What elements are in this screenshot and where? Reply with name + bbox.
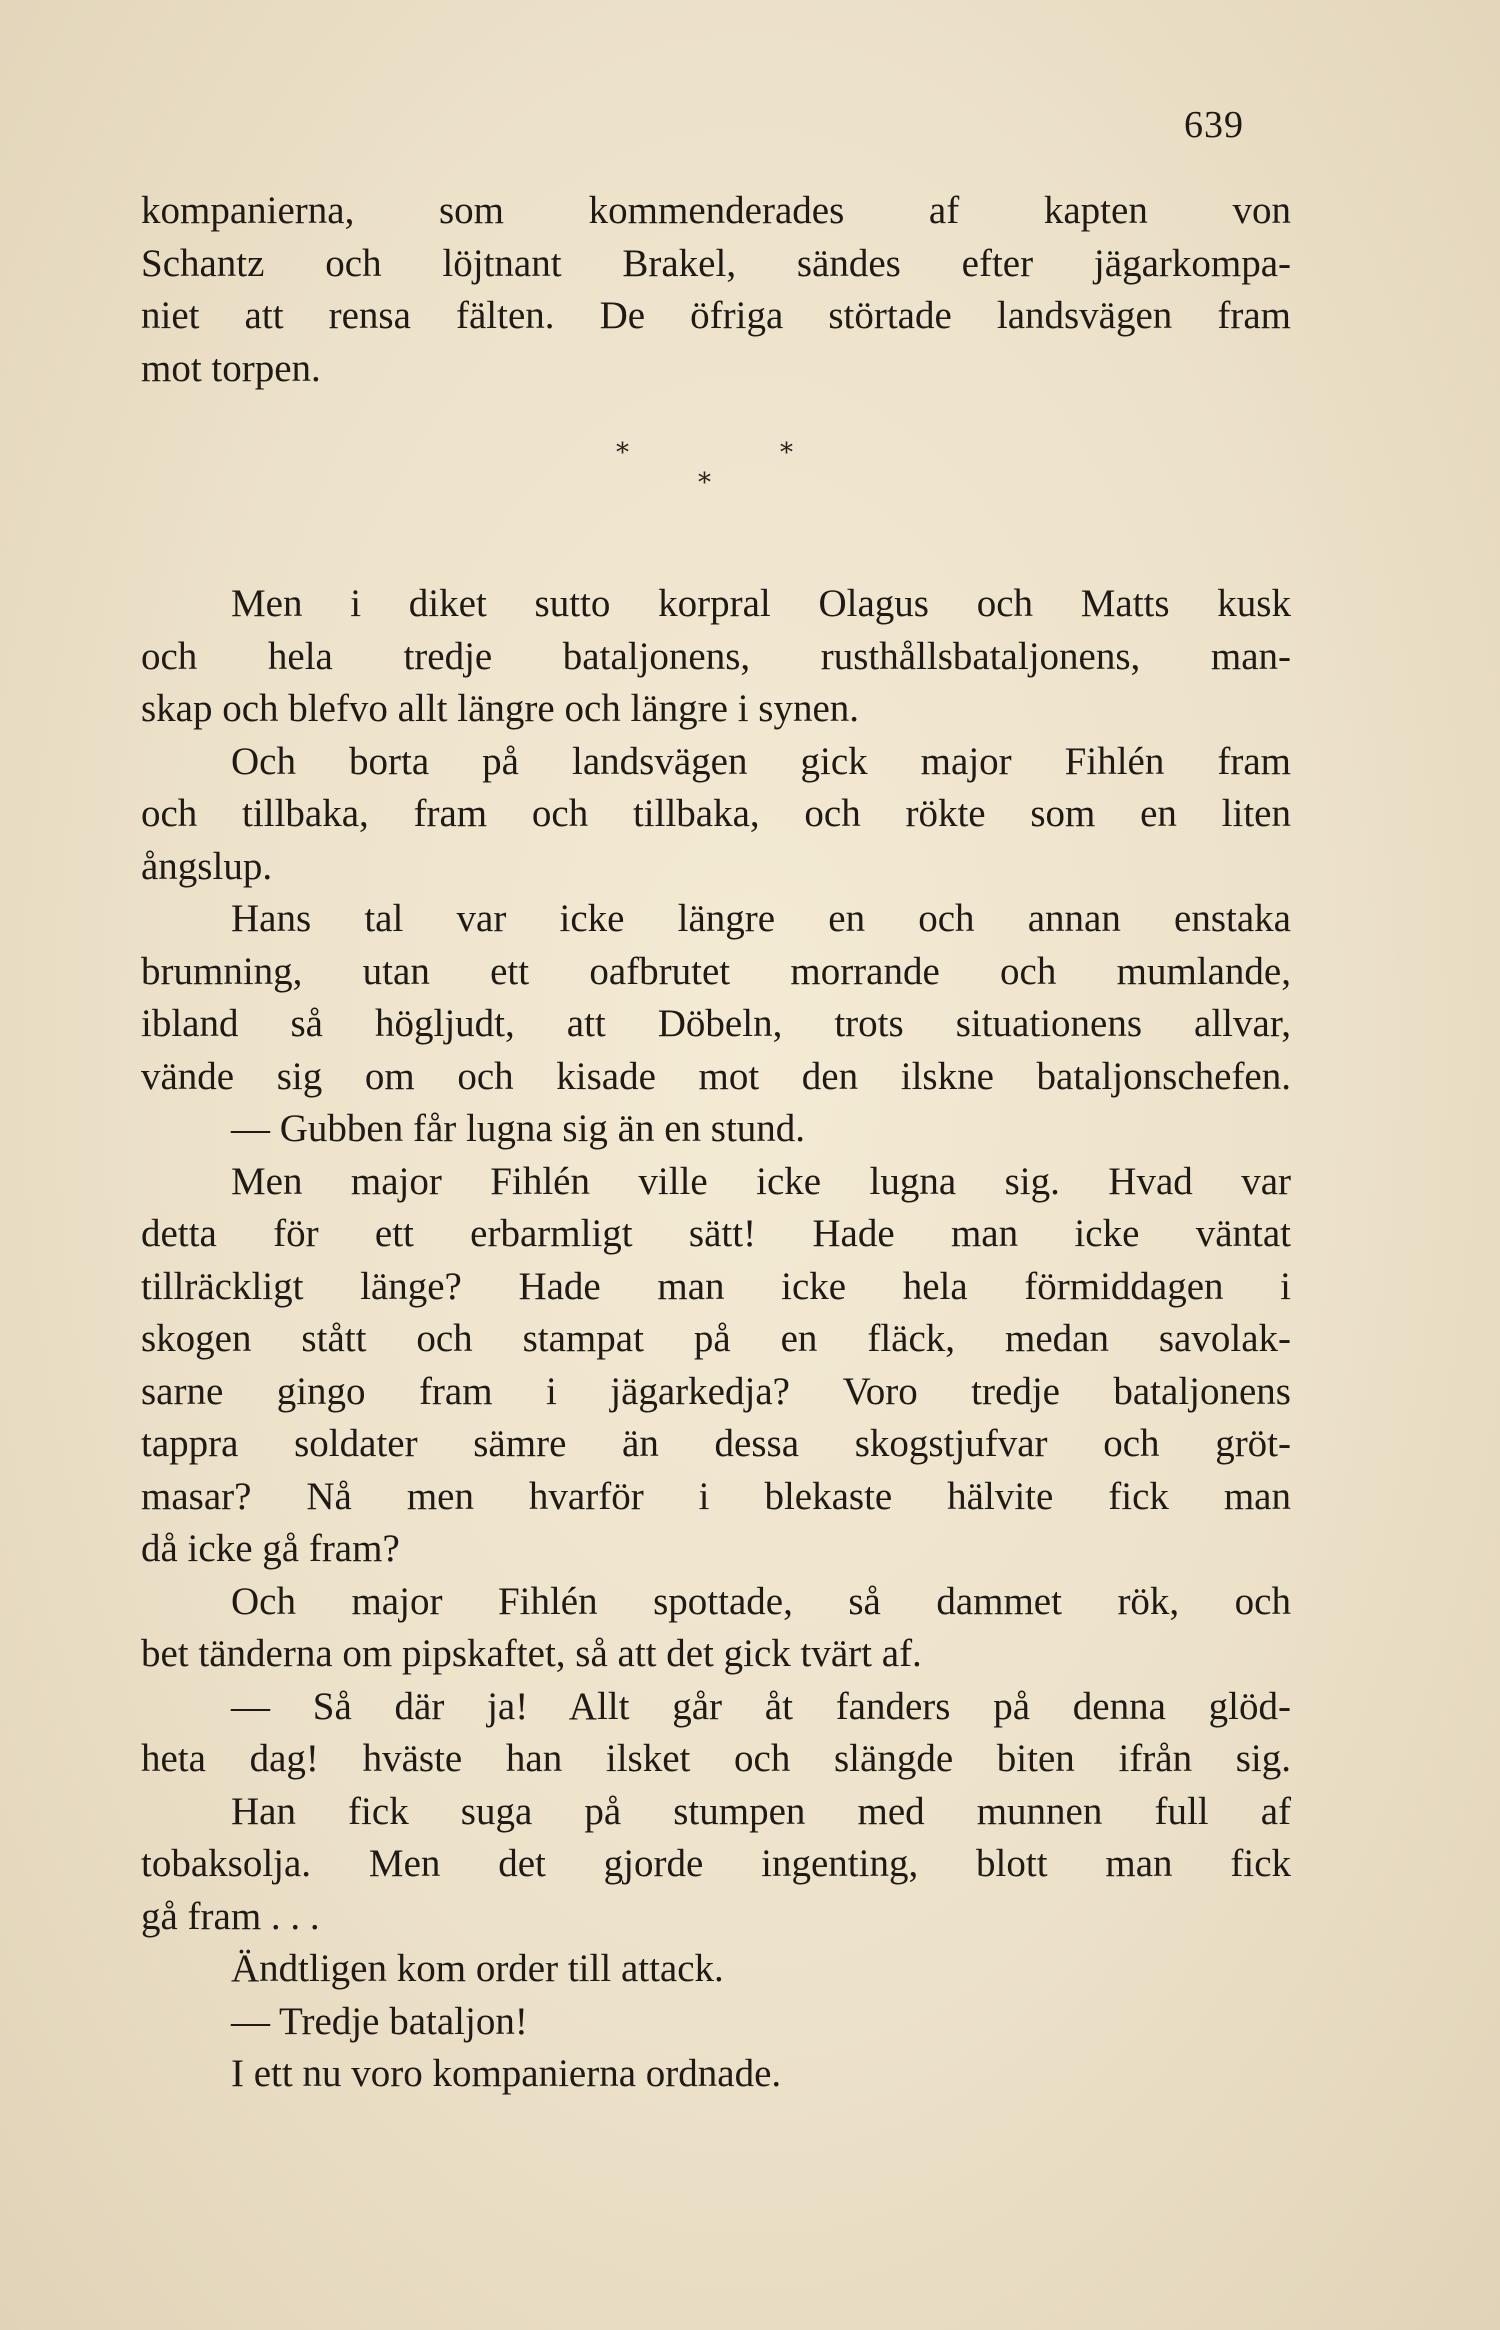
text-line: tobaksolja. Men det gjorde ingenting, blott man fick xyxy=(141,1842,1291,1885)
separator-asterisk: * xyxy=(780,438,793,468)
separator-asterisk: * xyxy=(698,468,711,498)
text-line: mot torpen. xyxy=(141,346,321,390)
separator-asterisk: * xyxy=(616,438,629,468)
text-line: Men i diket sutto korpral Olagus och Matts kusk xyxy=(231,582,1291,625)
text-line: ibland så högljudt, att Döbeln, trots situationens allvar, xyxy=(141,1002,1291,1045)
text-line: brumning, utan ett oafbrutet morrande och mumlande, xyxy=(141,949,1291,993)
text-line: Hans tal var icke längre en och annan enstaka xyxy=(231,897,1291,940)
text-line: tillräckligt länge? Hade man icke hela förmiddagen i xyxy=(141,1264,1291,1308)
text-line: Och major Fihlén spottade, så dammet rök, och xyxy=(231,1579,1291,1623)
text-line: kompanierna, som kommenderades af kapten von xyxy=(141,189,1291,232)
text-line: — Tredje bataljon! xyxy=(231,1999,528,2043)
text-line: skap och blefvo allt längre och längre i synen. xyxy=(141,687,860,730)
text-line: Han fick suga på stumpen med munnen full af xyxy=(231,1789,1291,1833)
text-line: Schantz och löjtnant Brakel, sändes efter jägarkompa- xyxy=(141,241,1291,285)
page-number: 639 xyxy=(1184,104,1244,146)
text-line: detta för ett erbarmligt sätt! Hade man icke väntat xyxy=(141,1212,1291,1255)
text-line: Men major Fihlén ville icke lugna sig. Hvad var xyxy=(231,1159,1291,1203)
text-line: — Så där ja! Allt går åt fanders på denna glöd- xyxy=(231,1684,1291,1728)
text-line: bet tänderna om pipskaftet, så att det gick tvärt af. xyxy=(141,1632,922,1675)
text-block-top xyxy=(141,185,1291,395)
text-line: masar? Nå men hvarför i blekaste hälvite fick man xyxy=(141,1474,1291,1518)
text-line: och tillbaka, fram och tillbaka, och rökte som en liten xyxy=(141,792,1291,835)
text-line: tappra soldater sämre än dessa skogstjufvar och gröt- xyxy=(141,1422,1291,1465)
text-line: ångslup. xyxy=(141,844,273,888)
text-line: och hela tredje bataljonens, rusthållsbataljonens, man- xyxy=(141,634,1291,678)
text-line: I ett nu voro kompanierna ordnade. xyxy=(231,2052,782,2095)
text-line: Och borta på landsvägen gick major Fihlén fram xyxy=(231,739,1291,783)
text-line: — Gubben får lugna sig än en stund. xyxy=(231,1107,806,1150)
text-line: niet att rensa fälten. De öfriga störtade landsvägen fram xyxy=(141,294,1291,337)
section-separator xyxy=(570,438,820,518)
text-line: sarne gingo fram i jägarkedja? Voro tredje bataljonens xyxy=(141,1369,1291,1413)
text-line: gå fram . . . xyxy=(141,1894,320,1938)
text-line: vände sig om och kisade mot den ilskne bataljonschefen. xyxy=(141,1054,1291,1098)
text-line: då icke gå fram? xyxy=(141,1527,400,1570)
text-block-main xyxy=(141,578,1291,2101)
text-line: heta dag! hväste han ilsket och slängde biten ifrån sig. xyxy=(141,1737,1291,1780)
text-line: skogen stått och stampat på en fläck, medan savolak- xyxy=(141,1317,1291,1360)
text-line: Ändtligen kom order till attack. xyxy=(231,1947,724,1990)
